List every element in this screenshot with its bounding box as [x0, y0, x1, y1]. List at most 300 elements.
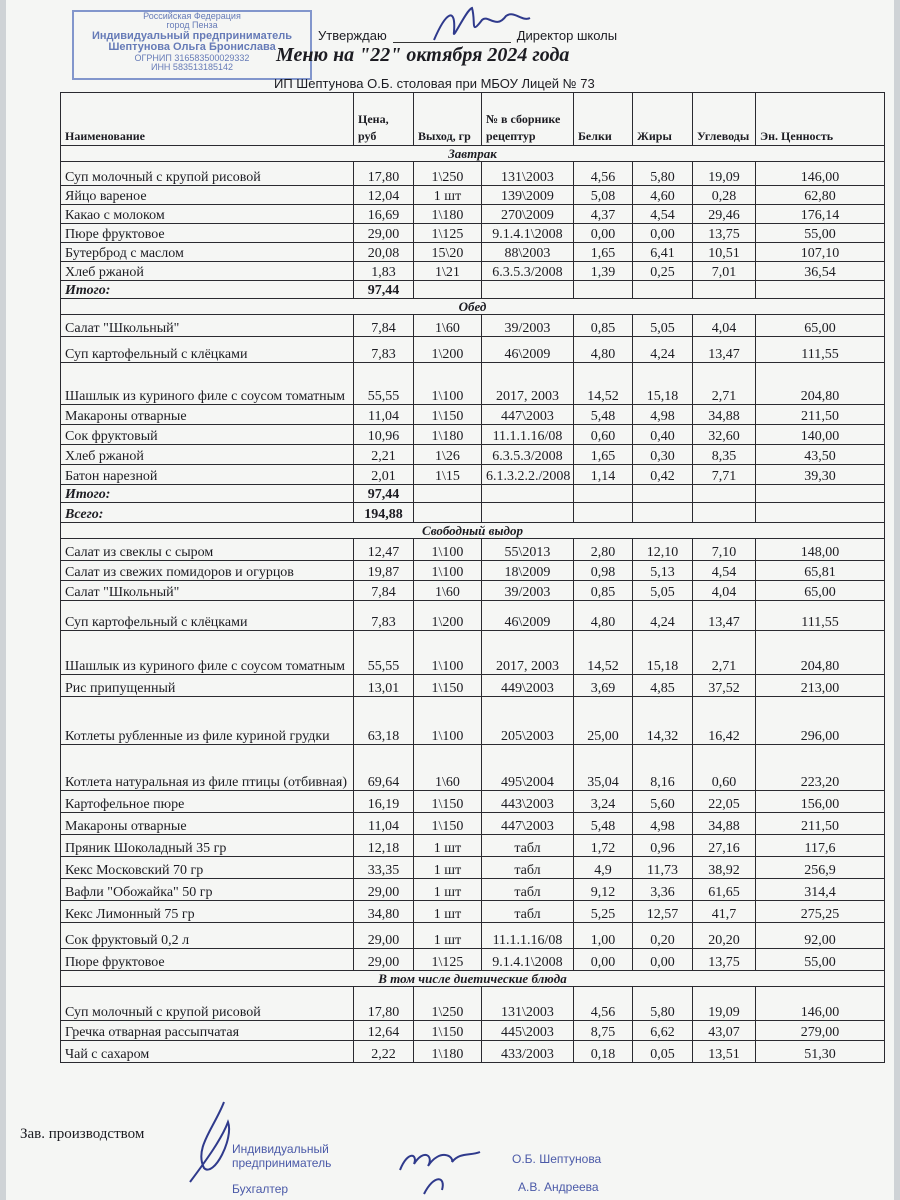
carbs-cell: 34,88	[693, 813, 756, 835]
table-row	[61, 987, 885, 1021]
item-name-cell: Яйцо вареное	[61, 186, 354, 205]
fat-cell: 4,85	[633, 675, 693, 697]
energy-cell: 117,6	[756, 835, 885, 857]
item-name-cell: Салат "Школьный"	[61, 315, 354, 337]
carbs-cell: 37,52	[693, 675, 756, 697]
fat-cell	[633, 485, 693, 503]
price-cell: 16,19	[354, 791, 414, 813]
total-row	[61, 503, 885, 523]
fat-cell: 15,18	[633, 631, 693, 675]
energy-cell: 92,00	[756, 923, 885, 949]
recipe-number-cell: 6.3.5.3/2008	[482, 262, 574, 281]
energy-cell: 65,00	[756, 581, 885, 601]
section-row	[61, 971, 885, 987]
stamp-line: Индивидуальный предприниматель	[92, 30, 292, 42]
column-header: Белки	[574, 93, 633, 146]
fat-cell: 6,41	[633, 243, 693, 262]
recipe-number-cell: 11.1.1.16/08	[482, 425, 574, 445]
stamp-line: город Пенза	[166, 21, 218, 31]
protein-cell: 5,48	[574, 405, 633, 425]
carbs-cell: 16,42	[693, 697, 756, 745]
carbs-cell: 19,09	[693, 162, 756, 186]
price-cell: 12,04	[354, 186, 414, 205]
carbs-cell: 4,04	[693, 581, 756, 601]
fat-cell: 3,36	[633, 879, 693, 901]
carbs-cell: 19,09	[693, 987, 756, 1021]
energy-cell: 36,54	[756, 262, 885, 281]
accountant-label: Бухгалтер	[232, 1182, 289, 1196]
portion-cell: 1\125	[414, 949, 482, 971]
table-row	[61, 601, 885, 631]
fat-cell: 0,40	[633, 425, 693, 445]
table-row	[61, 539, 885, 561]
table-row	[61, 697, 885, 745]
protein-cell	[574, 485, 633, 503]
approve-label: Утверждаю	[318, 28, 387, 43]
protein-cell: 5,08	[574, 186, 633, 205]
portion-cell: 1\60	[414, 581, 482, 601]
recipe-number-cell: табл	[482, 835, 574, 857]
item-name-cell: Салат из свеклы с сыром	[61, 539, 354, 561]
fat-cell	[633, 281, 693, 299]
protein-cell: 1,14	[574, 465, 633, 485]
energy-cell: 55,00	[756, 224, 885, 243]
carbs-cell: 4,54	[693, 561, 756, 581]
portion-cell	[414, 281, 482, 299]
recipe-number-cell: 205\2003	[482, 697, 574, 745]
item-name-cell: Картофельное пюре	[61, 791, 354, 813]
price-cell: 97,44	[354, 485, 414, 503]
protein-cell: 0,85	[574, 315, 633, 337]
portion-cell: 1\60	[414, 315, 482, 337]
item-name-cell: Всего:	[61, 503, 354, 523]
recipe-number-cell: 18\2009	[482, 561, 574, 581]
carbs-cell: 38,92	[693, 857, 756, 879]
energy-cell: 204,80	[756, 363, 885, 405]
carbs-cell: 34,88	[693, 405, 756, 425]
energy-cell: 314,4	[756, 879, 885, 901]
item-name-cell: Суп картофельный с клёцками	[61, 601, 354, 631]
price-cell: 12,64	[354, 1021, 414, 1041]
carbs-cell: 8,35	[693, 445, 756, 465]
price-cell: 33,35	[354, 857, 414, 879]
fat-cell: 15,18	[633, 363, 693, 405]
recipe-number-cell: 39/2003	[482, 315, 574, 337]
menu-sheet	[6, 0, 894, 1200]
energy-cell: 146,00	[756, 162, 885, 186]
recipe-number-cell: 495\2004	[482, 745, 574, 791]
table-row	[61, 835, 885, 857]
stamp-line: Российская Федерация	[143, 12, 241, 21]
portion-cell: 1\250	[414, 162, 482, 186]
fat-cell: 12,10	[633, 539, 693, 561]
portion-cell: 1\26	[414, 445, 482, 465]
protein-cell: 0,98	[574, 561, 633, 581]
energy-cell: 211,50	[756, 405, 885, 425]
fat-cell: 5,80	[633, 162, 693, 186]
energy-cell: 204,80	[756, 631, 885, 675]
energy-cell: 140,00	[756, 425, 885, 445]
energy-cell: 176,14	[756, 205, 885, 224]
fat-cell: 5,80	[633, 987, 693, 1021]
table-row	[61, 581, 885, 601]
energy-cell: 62,80	[756, 186, 885, 205]
table-row	[61, 405, 885, 425]
carbs-cell: 13,75	[693, 949, 756, 971]
recipe-number-cell: 447\2003	[482, 405, 574, 425]
ip-name: О.Б. Шептунова	[512, 1152, 602, 1166]
fat-cell: 5,05	[633, 315, 693, 337]
price-cell: 10,96	[354, 425, 414, 445]
item-name-cell: Какао с молоком	[61, 205, 354, 224]
fat-cell: 4,54	[633, 205, 693, 224]
protein-cell: 4,37	[574, 205, 633, 224]
carbs-cell: 32,60	[693, 425, 756, 445]
fat-cell	[633, 503, 693, 523]
section-title: Свободный выдор	[61, 523, 885, 539]
energy-cell	[756, 281, 885, 299]
recipe-number-cell: 55\2013	[482, 539, 574, 561]
fat-cell: 0,30	[633, 445, 693, 465]
portion-cell: 1 шт	[414, 923, 482, 949]
protein-cell: 4,80	[574, 601, 633, 631]
price-cell: 11,04	[354, 405, 414, 425]
recipe-number-cell	[482, 281, 574, 299]
carbs-cell: 7,10	[693, 539, 756, 561]
fat-cell: 4,98	[633, 813, 693, 835]
price-cell: 55,55	[354, 363, 414, 405]
item-name-cell: Макароны отварные	[61, 405, 354, 425]
carbs-cell: 0,60	[693, 745, 756, 791]
fat-cell: 4,24	[633, 337, 693, 363]
portion-cell: 1 шт	[414, 857, 482, 879]
column-header: Углеводы	[693, 93, 756, 146]
fat-cell: 4,24	[633, 601, 693, 631]
recipe-number-cell: 270\2009	[482, 205, 574, 224]
protein-cell: 0,18	[574, 1041, 633, 1063]
protein-cell: 1,65	[574, 243, 633, 262]
portion-cell: 1\180	[414, 1041, 482, 1063]
section-row	[61, 146, 885, 162]
total-row	[61, 281, 885, 299]
menu-table-body	[61, 146, 885, 1063]
fat-cell: 5,60	[633, 791, 693, 813]
recipe-number-cell: 2017, 2003	[482, 631, 574, 675]
table-row	[61, 879, 885, 901]
fat-cell: 4,60	[633, 186, 693, 205]
portion-cell	[414, 503, 482, 523]
price-cell: 63,18	[354, 697, 414, 745]
portion-cell: 1\200	[414, 601, 482, 631]
carbs-cell: 2,71	[693, 363, 756, 405]
accountant-name: А.В. Андреева	[518, 1180, 599, 1194]
page-title: Меню на "22" октября 2024 года	[276, 44, 570, 66]
portion-cell: 1\180	[414, 205, 482, 224]
energy-cell: 39,30	[756, 465, 885, 485]
protein-cell: 0,00	[574, 224, 633, 243]
energy-cell: 111,55	[756, 337, 885, 363]
column-header: Наименование	[61, 93, 354, 146]
item-name-cell: Сок фруктовый	[61, 425, 354, 445]
price-cell: 2,01	[354, 465, 414, 485]
energy-cell: 65,00	[756, 315, 885, 337]
table-row	[61, 745, 885, 791]
carbs-cell: 43,07	[693, 1021, 756, 1041]
item-name-cell: Кекс Лимонный 75 гр	[61, 901, 354, 923]
fat-cell: 12,57	[633, 901, 693, 923]
table-row	[61, 791, 885, 813]
carbs-cell: 13,75	[693, 224, 756, 243]
fat-cell: 0,96	[633, 835, 693, 857]
fat-cell: 6,62	[633, 1021, 693, 1041]
table-row	[61, 243, 885, 262]
recipe-number-cell: 447\2003	[482, 813, 574, 835]
protein-cell: 5,48	[574, 813, 633, 835]
recipe-number-cell: 46\2009	[482, 337, 574, 363]
price-cell: 20,08	[354, 243, 414, 262]
ip-signature	[394, 1130, 484, 1198]
item-name-cell: Кекс Московский 70 гр	[61, 857, 354, 879]
price-cell: 2,22	[354, 1041, 414, 1063]
column-header: Цена, руб	[354, 93, 414, 146]
carbs-cell: 61,65	[693, 879, 756, 901]
table-row	[61, 813, 885, 835]
energy-cell: 211,50	[756, 813, 885, 835]
section-title: Обед	[61, 299, 885, 315]
table-row	[61, 205, 885, 224]
fat-cell: 5,05	[633, 581, 693, 601]
fat-cell: 0,42	[633, 465, 693, 485]
item-name-cell: Итого:	[61, 485, 354, 503]
price-cell: 11,04	[354, 813, 414, 835]
portion-cell: 1\150	[414, 813, 482, 835]
table-row	[61, 363, 885, 405]
carbs-cell: 10,51	[693, 243, 756, 262]
section-title: Завтрак	[61, 146, 885, 162]
protein-cell: 3,69	[574, 675, 633, 697]
price-cell: 12,18	[354, 835, 414, 857]
item-name-cell: Хлеб ржаной	[61, 262, 354, 281]
section-row	[61, 523, 885, 539]
fat-cell: 0,20	[633, 923, 693, 949]
energy-cell: 275,25	[756, 901, 885, 923]
protein-cell	[574, 281, 633, 299]
table-row	[61, 857, 885, 879]
recipe-number-cell: 46\2009	[482, 601, 574, 631]
carbs-cell: 29,46	[693, 205, 756, 224]
director-signature	[426, 2, 536, 48]
carbs-cell	[693, 485, 756, 503]
recipe-number-cell: 88\2003	[482, 243, 574, 262]
table-row	[61, 949, 885, 971]
price-cell: 7,83	[354, 601, 414, 631]
energy-cell	[756, 503, 885, 523]
price-cell: 29,00	[354, 224, 414, 243]
portion-cell: 1\150	[414, 791, 482, 813]
portion-cell: 1\100	[414, 363, 482, 405]
carbs-cell: 0,28	[693, 186, 756, 205]
item-name-cell: Шашлык из куриного филе с соусом томатным	[61, 363, 354, 405]
portion-cell: 1\250	[414, 987, 482, 1021]
portion-cell: 1 шт	[414, 879, 482, 901]
item-name-cell: Котлеты рубленные из филе куриной грудки	[61, 697, 354, 745]
item-name-cell: Салат из свежих помидоров и огурцов	[61, 561, 354, 581]
energy-cell: 111,55	[756, 601, 885, 631]
portion-cell: 1 шт	[414, 901, 482, 923]
protein-cell: 14,52	[574, 363, 633, 405]
price-cell: 13,01	[354, 675, 414, 697]
protein-cell: 1,00	[574, 923, 633, 949]
carbs-cell: 22,05	[693, 791, 756, 813]
protein-cell: 14,52	[574, 631, 633, 675]
protein-cell: 35,04	[574, 745, 633, 791]
protein-cell: 9,12	[574, 879, 633, 901]
recipe-number-cell: 131\2003	[482, 162, 574, 186]
recipe-number-cell: 443\2003	[482, 791, 574, 813]
recipe-number-cell	[482, 503, 574, 523]
table-row	[61, 1041, 885, 1063]
portion-cell: 1\150	[414, 675, 482, 697]
recipe-number-cell: 6.3.5.3/2008	[482, 445, 574, 465]
recipe-number-cell: 445\2003	[482, 1021, 574, 1041]
energy-cell: 148,00	[756, 539, 885, 561]
price-cell: 194,88	[354, 503, 414, 523]
price-cell: 12,47	[354, 539, 414, 561]
energy-cell: 51,30	[756, 1041, 885, 1063]
item-name-cell: Бутерброд с маслом	[61, 243, 354, 262]
price-cell: 7,84	[354, 581, 414, 601]
section-row	[61, 299, 885, 315]
protein-cell: 4,80	[574, 337, 633, 363]
carbs-cell: 13,47	[693, 337, 756, 363]
table-row	[61, 631, 885, 675]
protein-cell: 1,39	[574, 262, 633, 281]
item-name-cell: Батон нарезной	[61, 465, 354, 485]
item-name-cell: Пюре фруктовое	[61, 949, 354, 971]
energy-cell: 55,00	[756, 949, 885, 971]
item-name-cell: Суп молочный с крупой рисовой	[61, 162, 354, 186]
energy-cell: 279,00	[756, 1021, 885, 1041]
price-cell: 55,55	[354, 631, 414, 675]
price-cell: 16,69	[354, 205, 414, 224]
recipe-number-cell: 449\2003	[482, 675, 574, 697]
item-name-cell: Макароны отварные	[61, 813, 354, 835]
energy-cell: 43,50	[756, 445, 885, 465]
ip-title-line1: Индивидуальный	[232, 1142, 329, 1156]
protein-cell: 3,24	[574, 791, 633, 813]
fat-cell: 0,00	[633, 224, 693, 243]
portion-cell: 1\21	[414, 262, 482, 281]
fat-cell: 11,73	[633, 857, 693, 879]
energy-cell	[756, 485, 885, 503]
portion-cell: 1\125	[414, 224, 482, 243]
protein-cell	[574, 503, 633, 523]
item-name-cell: Салат "Школьный"	[61, 581, 354, 601]
carbs-cell	[693, 503, 756, 523]
recipe-number-cell: табл	[482, 857, 574, 879]
recipe-number-cell: табл	[482, 879, 574, 901]
fat-cell: 0,05	[633, 1041, 693, 1063]
energy-cell: 256,9	[756, 857, 885, 879]
protein-cell: 0,60	[574, 425, 633, 445]
price-cell: 17,80	[354, 162, 414, 186]
total-row	[61, 485, 885, 503]
protein-cell: 8,75	[574, 1021, 633, 1041]
price-cell: 34,80	[354, 901, 414, 923]
menu-table	[60, 92, 885, 1063]
table-row	[61, 337, 885, 363]
portion-cell: 1\15	[414, 465, 482, 485]
stamp-line: ОГРНИП 316583500029332	[134, 53, 250, 63]
stamp-line: ИНН 583513185142	[150, 63, 234, 73]
energy-cell: 296,00	[756, 697, 885, 745]
protein-cell: 1,72	[574, 835, 633, 857]
price-cell: 1,83	[354, 262, 414, 281]
portion-cell: 1\150	[414, 405, 482, 425]
price-cell: 29,00	[354, 879, 414, 901]
carbs-cell: 41,7	[693, 901, 756, 923]
portion-cell: 1\180	[414, 425, 482, 445]
recipe-number-cell: 9.1.4.1\2008	[482, 224, 574, 243]
protein-cell: 4,56	[574, 162, 633, 186]
recipe-number-cell: табл	[482, 901, 574, 923]
recipe-number-cell: 139\2009	[482, 186, 574, 205]
table-row	[61, 1021, 885, 1041]
item-name-cell: Пюре фруктовое	[61, 224, 354, 243]
protein-cell: 25,00	[574, 697, 633, 745]
table-row	[61, 262, 885, 281]
fat-cell: 14,32	[633, 697, 693, 745]
table-row	[61, 186, 885, 205]
table-header-row	[61, 93, 885, 146]
price-cell: 7,84	[354, 315, 414, 337]
approve-role: Директор школы	[516, 28, 618, 43]
price-cell: 69,64	[354, 745, 414, 791]
item-name-cell: Чай с сахаром	[61, 1041, 354, 1063]
portion-cell: 15\20	[414, 243, 482, 262]
table-row	[61, 465, 885, 485]
column-header: Выход, гр	[414, 93, 482, 146]
column-header: Жиры	[633, 93, 693, 146]
item-name-cell: Гречка отварная рассыпчатая	[61, 1021, 354, 1041]
energy-cell: 65,81	[756, 561, 885, 581]
carbs-cell: 20,20	[693, 923, 756, 949]
table-row	[61, 162, 885, 186]
protein-cell: 0,85	[574, 581, 633, 601]
recipe-number-cell: 131\2003	[482, 987, 574, 1021]
table-row	[61, 445, 885, 465]
item-name-cell: Шашлык из куриного филе с соусом томатным	[61, 631, 354, 675]
table-row	[61, 901, 885, 923]
fat-cell: 5,13	[633, 561, 693, 581]
recipe-number-cell: 6.1.3.2.2./2008	[482, 465, 574, 485]
energy-cell: 107,10	[756, 243, 885, 262]
protein-cell: 1,65	[574, 445, 633, 465]
ip-title-line2: предприниматель	[232, 1156, 332, 1170]
item-name-cell: Сок фруктовый 0,2 л	[61, 923, 354, 949]
table-row	[61, 224, 885, 243]
carbs-cell: 7,71	[693, 465, 756, 485]
protein-cell: 4,9	[574, 857, 633, 879]
recipe-number-cell: 9.1.4.1\2008	[482, 949, 574, 971]
protein-cell: 5,25	[574, 901, 633, 923]
carbs-cell	[693, 281, 756, 299]
price-cell: 2,21	[354, 445, 414, 465]
portion-cell: 1\100	[414, 697, 482, 745]
table-row	[61, 315, 885, 337]
fat-cell: 0,25	[633, 262, 693, 281]
item-name-cell: Итого:	[61, 281, 354, 299]
